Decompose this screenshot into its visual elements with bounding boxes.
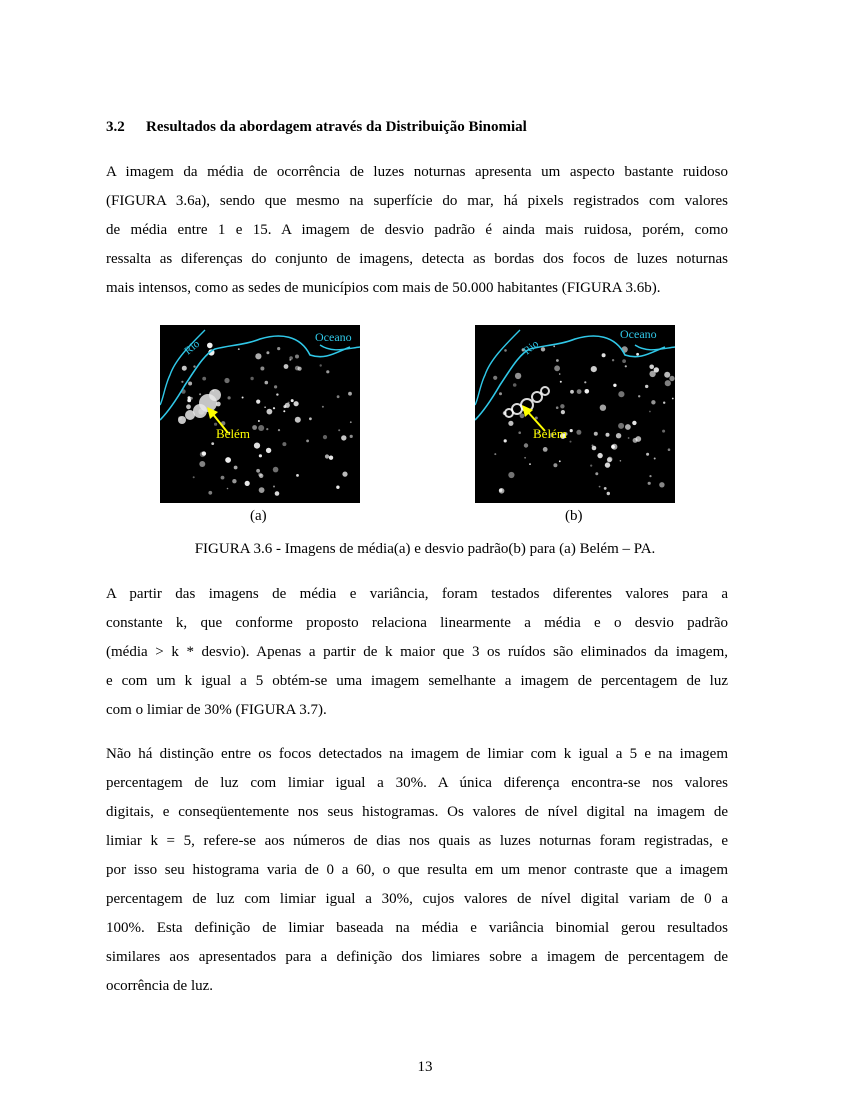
light-spot: [255, 353, 261, 359]
light-spot: [561, 410, 565, 414]
light-spot: [594, 432, 598, 436]
light-spot: [182, 366, 187, 371]
light-spot: [524, 443, 528, 447]
light-spot: [504, 439, 507, 442]
light-spot: [592, 446, 597, 451]
text-line: por isso seu histograma varia de 0 a 60, o que resulta em um menor contraste que a imagem: [106, 862, 728, 878]
light-spot: [559, 460, 561, 462]
text-line: Não há distinção entre os focos detectados na imagem de limiar com k igual a 5 e na imagem: [106, 746, 728, 762]
figure-caption: FIGURA 3.6 - Imagens de média(a) e desvio padrão(b) para (a) Belém – PA.: [194, 541, 656, 557]
paragraph-3: [106, 740, 728, 1001]
light-spot: [259, 487, 265, 493]
light-spot: [649, 365, 654, 370]
light-spot: [585, 389, 590, 394]
light-spot: [284, 364, 289, 369]
light-spot: [638, 395, 640, 397]
light-spot: [260, 367, 264, 371]
light-spot: [188, 396, 191, 399]
light-spot: [590, 465, 592, 467]
light-spot: [635, 436, 641, 442]
night-lights-image-b: [475, 325, 675, 503]
light-spot: [529, 463, 531, 465]
city-light: [185, 410, 195, 420]
text-line: A partir das imagens de média e variância, foram testados diferentes valores para a: [106, 586, 728, 602]
light-spot: [266, 351, 269, 354]
light-spot: [320, 364, 322, 366]
light-spot: [256, 400, 260, 404]
river-label: Rio: [521, 337, 542, 358]
light-spot: [662, 430, 665, 433]
light-spot: [193, 365, 195, 367]
light-spot: [273, 486, 275, 488]
light-spot: [494, 453, 496, 455]
light-spot: [508, 421, 513, 426]
light-spot: [607, 492, 610, 495]
light-spot: [553, 463, 557, 467]
light-spot: [193, 476, 195, 478]
light-spot: [604, 487, 607, 490]
light-spot: [513, 383, 517, 387]
light-spot: [499, 489, 502, 492]
light-spot: [188, 382, 192, 386]
light-spot: [258, 473, 262, 477]
light-spot: [285, 403, 290, 408]
light-spot: [649, 371, 655, 377]
light-spot: [322, 406, 324, 408]
text-line: mais intensos, como as sedes de municípios com mais de 50.000 habitantes (FIGURA 3.6b).: [106, 280, 661, 296]
light-spot: [242, 397, 244, 399]
light-spot: [264, 406, 266, 408]
light-spot: [288, 402, 290, 404]
light-spot: [648, 482, 651, 485]
light-spot: [645, 385, 648, 388]
light-spot: [649, 475, 651, 477]
light-spot: [309, 417, 312, 420]
light-spot: [329, 456, 333, 460]
light-spot: [669, 376, 674, 381]
light-spot: [618, 423, 624, 429]
light-spot: [606, 433, 610, 437]
light-spot: [618, 391, 624, 397]
light-spot: [560, 404, 564, 408]
text-line: percentagem de luz com limiar igual a 30%. A única diferença encontra-se nos valores: [106, 775, 728, 791]
text-line: ocorrência de luz.: [106, 978, 214, 994]
light-spot: [518, 431, 521, 434]
light-spot: [202, 377, 206, 381]
light-spot: [607, 457, 612, 462]
light-spot: [208, 491, 212, 495]
city-label: Belém: [533, 426, 567, 441]
city-light: [178, 416, 186, 424]
light-spot: [256, 469, 260, 473]
subfigure-label-a: (a): [250, 508, 267, 524]
light-spot: [646, 453, 649, 456]
light-spot: [504, 349, 507, 352]
light-spot: [325, 454, 329, 458]
light-spot: [602, 353, 606, 357]
light-spot: [266, 428, 268, 430]
light-spot: [672, 398, 674, 400]
text-line: A imagem da média de ocorrência de luzes noturnas apresenta um aspecto bastante ruidoso: [106, 164, 728, 180]
light-spot: [326, 370, 329, 373]
light-spot: [350, 435, 353, 438]
light-spot: [595, 472, 598, 475]
light-spot: [225, 457, 231, 463]
light-spot: [306, 440, 309, 443]
light-spot: [625, 424, 631, 430]
light-spot: [232, 479, 236, 483]
light-spot: [211, 442, 214, 445]
light-spot: [591, 366, 597, 372]
section-number: 3.2: [106, 119, 125, 135]
light-spot: [570, 390, 574, 394]
light-spot: [273, 407, 275, 409]
light-spot: [202, 451, 206, 455]
text-line: com o limiar de 30% (FIGURA 3.7).: [106, 702, 327, 718]
light-spot: [295, 366, 300, 371]
text-line: (média > k * desvio). Apenas a partir de k maior que 3 os ruídos são eliminados da imagem,: [106, 644, 728, 660]
light-spot: [597, 453, 602, 458]
light-spot: [599, 486, 601, 488]
light-spot: [560, 381, 562, 383]
light-spot: [625, 365, 627, 367]
light-spot: [250, 377, 253, 380]
light-spot: [273, 467, 279, 473]
light-spot: [520, 413, 525, 418]
light-spot: [337, 395, 340, 398]
light-spot: [499, 392, 502, 395]
light-spot: [338, 429, 340, 431]
light-spot: [259, 454, 262, 457]
light-spot: [654, 458, 656, 460]
light-spot: [238, 348, 240, 350]
text-line: 100%. Esta definição de limiar baseada na média e variância binomial gerou resultados: [106, 920, 728, 936]
light-spot: [611, 444, 617, 450]
text-line: percentagem de luz com limiar igual a 30%, cujos valores de nível digital variam de 0 a: [106, 891, 728, 907]
light-spot: [515, 373, 521, 379]
light-spot: [252, 425, 257, 430]
text-line: de média entre 1 e 15. A imagem de desvio padrão é ainda mais ruidosa, porém, como: [106, 222, 728, 238]
light-spot: [342, 472, 347, 477]
light-spot: [576, 430, 581, 435]
light-spot: [350, 421, 352, 423]
light-spot: [296, 474, 299, 477]
light-spot: [295, 355, 299, 359]
light-spot: [628, 437, 630, 439]
light-spot: [493, 376, 497, 380]
section-title: Resultados da abordagem através da Distribuição Binomial: [146, 119, 527, 135]
light-spot: [664, 372, 670, 378]
light-spot: [556, 359, 559, 362]
text-line: digitais, e conseqüentemente nos seus histogramas. Os valores de nível digital na imagem de: [106, 804, 728, 820]
night-lights-image-a: [160, 325, 360, 503]
text-line: ressalta as diferenças do conjunto de imagens, detecta as bordas dos focos de luzes noturnas: [106, 251, 728, 267]
figure-panel-b: [475, 325, 675, 503]
light-spot: [556, 406, 559, 409]
light-spot: [663, 402, 665, 404]
light-spot: [295, 417, 301, 423]
light-spot: [341, 435, 346, 440]
light-spot: [649, 411, 651, 413]
light-spot: [651, 400, 655, 404]
text-line: (FIGURA 3.6a), sendo que mesmo na superfície do mar, há pixels registrados com valores: [106, 193, 728, 209]
light-spot: [283, 410, 285, 412]
light-spot: [207, 343, 213, 349]
light-spot: [541, 347, 545, 351]
light-spot: [199, 461, 205, 467]
light-spot: [276, 393, 278, 395]
light-spot: [336, 486, 339, 489]
light-spot: [543, 447, 548, 452]
light-spot: [181, 381, 183, 383]
light-spot: [668, 448, 671, 451]
light-spot: [584, 381, 586, 383]
city-light: [193, 404, 207, 418]
light-spot: [199, 393, 201, 395]
light-spot: [224, 378, 229, 383]
light-spot: [553, 346, 555, 348]
light-spot: [254, 443, 260, 449]
light-spot: [258, 425, 264, 431]
light-spot: [613, 384, 616, 387]
light-spot: [632, 421, 636, 425]
light-spot: [265, 381, 269, 385]
light-spot: [221, 476, 225, 480]
light-spot: [665, 380, 671, 386]
light-spot: [228, 396, 231, 399]
river-label: Rio: [182, 337, 203, 358]
light-spot: [524, 457, 526, 459]
light-spot: [323, 435, 327, 439]
light-spot: [577, 389, 582, 394]
light-spot: [508, 472, 514, 478]
ocean-label: Oceano: [315, 330, 352, 344]
light-spot: [186, 404, 191, 409]
text-line: constante k, que conforme proposto relaciona linearmente a média e o desvio padrão: [106, 615, 728, 631]
light-spot: [620, 460, 622, 462]
light-spot: [291, 399, 294, 402]
light-spot: [622, 359, 626, 363]
light-spot: [636, 353, 639, 356]
light-spot: [234, 466, 238, 470]
light-spot: [278, 429, 280, 431]
light-spot: [570, 429, 573, 432]
subfigure-label-b: (b): [565, 508, 583, 524]
light-spot: [266, 448, 271, 453]
page-number: 13: [417, 1059, 433, 1075]
light-spot: [282, 442, 286, 446]
light-spot: [245, 481, 250, 486]
light-spot: [616, 433, 621, 438]
light-spot: [227, 488, 229, 490]
light-spot: [277, 347, 280, 350]
light-spot: [274, 385, 277, 388]
city-label: Belém: [216, 426, 250, 441]
light-spot: [258, 420, 260, 422]
section-heading: [106, 119, 527, 136]
light-spot: [612, 359, 614, 361]
city-light: [209, 389, 221, 401]
light-spot: [600, 405, 606, 411]
paragraph-1: [106, 158, 728, 303]
light-spot: [267, 409, 273, 415]
text-line: similares aos apresentados para a definição dos limiares sobre a imagem de percentagem de: [106, 949, 728, 965]
light-spot: [605, 462, 610, 467]
ocean-label: Oceano: [620, 327, 657, 341]
text-line: e com um k igual a 5 obtém-se uma imagem semelhante a imagem de percentagem de luz: [106, 673, 728, 689]
figure-panel-a: [160, 325, 360, 503]
light-spot: [289, 359, 291, 361]
light-spot: [659, 482, 664, 487]
text-line: limiar k = 5, refere-se aos números de dias nos quais as luzes noturnas foram registradas, e: [106, 833, 728, 849]
light-spot: [348, 392, 352, 396]
paragraph-2: [106, 580, 728, 725]
light-spot: [275, 491, 280, 496]
light-spot: [554, 365, 560, 371]
light-spot: [570, 441, 572, 443]
light-spot: [559, 373, 561, 375]
light-spot: [294, 401, 299, 406]
